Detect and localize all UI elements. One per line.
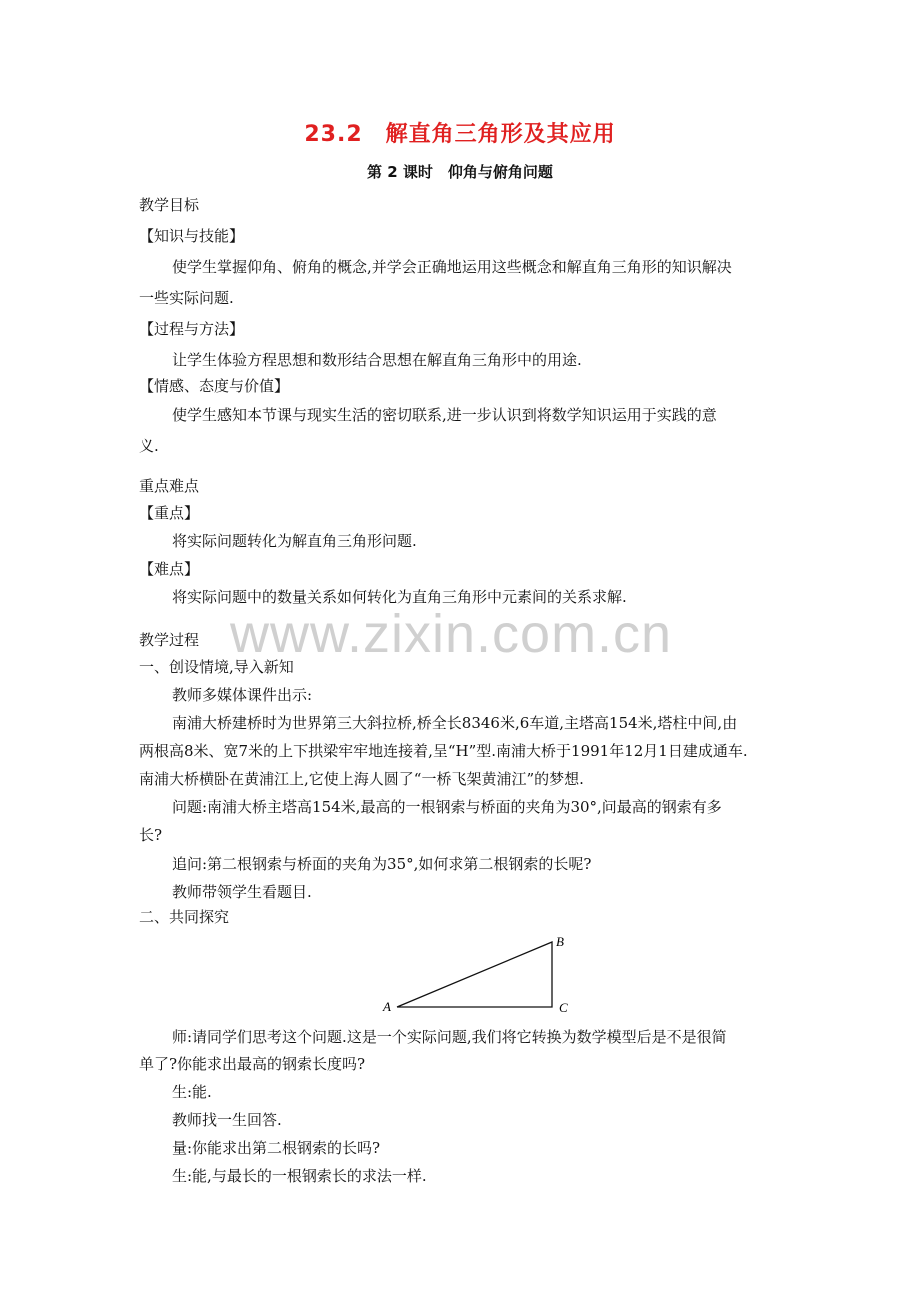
paragraph-line: 让学生体验方程思想和数形结合思想在解直角三角形中的用途.	[172, 351, 582, 369]
paragraph-line: 量:你能求出第二根钢索的长吗?	[172, 1139, 381, 1157]
paragraph-line: 生:能.	[172, 1083, 212, 1101]
paragraph-line: 长?	[139, 826, 163, 844]
vertex-label-b: B	[556, 934, 564, 949]
subsection-heading: 【难点】	[139, 560, 200, 578]
section-heading: 教学过程	[139, 631, 200, 649]
paragraph-line: 将实际问题中的数量关系如何转化为直角三角形中元素间的关系求解.	[172, 588, 627, 606]
subsection-heading: 【重点】	[139, 504, 200, 522]
paragraph-line: 两根高8米、宽7米的上下拱梁牢牢地连接着,呈“H”型.南浦大桥于1991年12月1日建成通车.	[139, 742, 748, 760]
document-subtitle: 第 2 课时 仰角与俯角问题	[367, 163, 553, 181]
paragraph-line: 师:请同学们思考这个问题.这是一个实际问题,我们将它转换为数学模型后是不是很简	[172, 1028, 727, 1046]
right-triangle-figure	[375, 930, 575, 1020]
triangle-outline	[397, 942, 552, 1007]
subsection-heading: 【情感、态度与价值】	[139, 377, 290, 395]
subsection-heading: 【知识与技能】	[139, 227, 245, 245]
paragraph-line: 使学生感知本节课与现实生活的密切联系,进一步认识到将数学知识运用于实践的意	[172, 406, 717, 424]
section-heading: 教学目标	[139, 196, 200, 214]
vertex-label-c: C	[559, 1000, 568, 1015]
paragraph-line: 南浦大桥建桥时为世界第三大斜拉桥,桥全长8346米,6车道,主塔高154米,塔柱中间,由	[172, 714, 738, 732]
subsection-heading: 一、创设情境,导入新知	[139, 658, 294, 676]
subsection-heading: 二、共同探究	[139, 908, 230, 926]
document-title: 23.2 解直角三角形及其应用	[304, 122, 616, 147]
paragraph-line: 南浦大桥横卧在黄浦江上,它使上海人圆了“一桥飞架黄浦江”的梦想.	[139, 770, 584, 788]
paragraph-line: 生:能,与最长的一根钢索长的求法一样.	[172, 1167, 427, 1185]
paragraph-line: 问题:南浦大桥主塔高154米,最高的一根钢索与桥面的夹角为30°,问最高的钢索有多	[172, 798, 722, 816]
paragraph-line: 一些实际问题.	[139, 289, 234, 307]
watermark: www.zixin.com.cn	[230, 604, 673, 664]
vertex-label-a: A	[383, 999, 391, 1014]
paragraph-line: 使学生掌握仰角、俯角的概念,并学会正确地运用这些概念和解直角三角形的知识解决	[172, 258, 732, 276]
section-heading: 重点难点	[139, 477, 200, 495]
paragraph-line: 教师找一生回答.	[172, 1111, 282, 1129]
paragraph-line: 单了?你能求出最高的钢索长度吗?	[139, 1055, 366, 1073]
paragraph-line: 将实际问题转化为解直角三角形问题.	[172, 532, 417, 550]
paragraph-line: 追问:第二根钢索与桥面的夹角为35°,如何求第二根钢索的长呢?	[172, 855, 592, 873]
paragraph-line: 义.	[139, 437, 159, 455]
paragraph-line: 教师带领学生看题目.	[172, 883, 312, 901]
subsection-heading: 【过程与方法】	[139, 320, 245, 338]
paragraph-line: 教师多媒体课件出示:	[172, 686, 313, 704]
